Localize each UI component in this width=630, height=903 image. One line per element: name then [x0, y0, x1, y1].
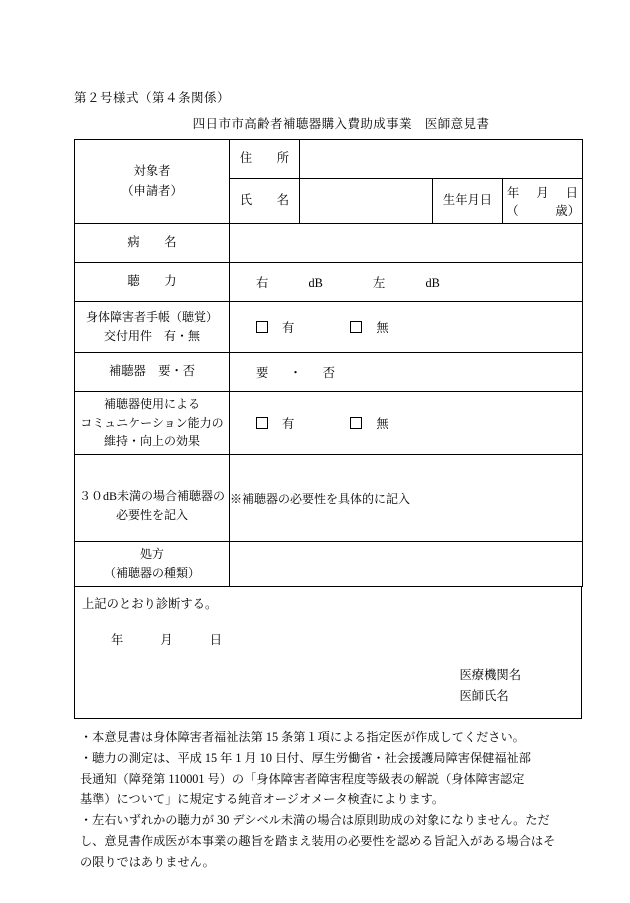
handbook-no-checkbox[interactable] — [350, 321, 362, 333]
address-label: 住 所 — [230, 140, 300, 179]
footnote-line: ・聴力の測定は、平成 15 年 1 月 10 日付、厚生労働省・社会援護局障害保健福祉部 — [80, 750, 531, 765]
name-value[interactable] — [300, 179, 433, 224]
diagnosis-day-label: 日 — [209, 633, 223, 647]
under30-value-cell[interactable] — [230, 455, 583, 542]
handbook-no-label: 無 — [376, 321, 389, 335]
need-value-cell — [230, 353, 583, 392]
birthdate-value[interactable] — [503, 179, 583, 224]
footnote-line: し、意見書作成医が本事業の趣旨を踏まえ装用の必要性を認める旨記入がある場合はそ — [80, 833, 556, 848]
hearing-left-label: 左 — [372, 276, 386, 290]
table-row-disease — [75, 224, 583, 263]
effect-yes-label: 有 — [282, 417, 295, 431]
handbook-options — [230, 318, 582, 336]
table-row-effect — [75, 392, 583, 455]
handbook-value-cell — [230, 302, 583, 353]
footnotes — [80, 728, 600, 872]
effect-label-cell — [75, 392, 230, 455]
handbook-label-line1: 身体障害者手帳（聴覚） — [85, 310, 218, 325]
footnote-line: ・本意見書は身体障害者福祉法第 15 条第１項による指定医が作成してください。 — [80, 730, 525, 744]
effect-value-cell — [230, 392, 583, 455]
birth-age-label: （ 歳） — [506, 204, 581, 218]
need-options — [230, 363, 582, 381]
under30-label-line2: 必要性を記入 — [115, 508, 188, 522]
effect-options — [230, 414, 582, 432]
institution-label: 医療機関名 — [459, 667, 521, 682]
handbook-label-cell — [75, 302, 230, 353]
table-row-prescription — [75, 542, 583, 587]
birth-year-label: 年 — [507, 186, 520, 200]
diagnosis-block — [74, 587, 582, 719]
diagnosis-date[interactable] — [75, 612, 581, 648]
table-row-under30 — [75, 455, 583, 542]
under30-label-cell — [75, 455, 230, 542]
diagnosis-statement: 上記のとおり診断する。 — [82, 597, 218, 611]
table-row-applicant-address — [75, 140, 583, 179]
need-yes-option[interactable]: 要 — [256, 366, 269, 380]
hearing-left-unit: dB — [425, 276, 440, 290]
footnote-line: 基準）について」に規定する純音オージオメータ検査によります。 — [80, 792, 445, 807]
applicant-label-line1: 対象者 — [133, 164, 171, 179]
disease-label: 病 名 — [75, 224, 230, 263]
address-value[interactable] — [300, 140, 583, 179]
footnote-line: 長通知（障発第 110001 号）の「身体障害者障害程度等級表の解説（身体障害認定 — [80, 771, 525, 786]
footnote-line: ・左右いずれかの聴力が 30 デシベル未満の場合は原則助成の対象になりません。ただ — [80, 813, 550, 828]
prescription-label-line2: （補聴器の種類） — [103, 566, 200, 580]
hearing-label: 聴 力 — [75, 263, 230, 302]
table-row-need — [75, 353, 583, 392]
table-row-hearing — [75, 263, 583, 302]
diagnosis-year-label: 年 — [111, 633, 124, 647]
need-label: 補聴器 要・否 — [75, 353, 230, 392]
under30-note: ※補聴器の必要性を具体的に記入 — [230, 491, 411, 506]
document-title: 四日市市高齢者補聴器購入費助成事業 医師意見書 — [192, 117, 490, 131]
need-separator: ・ — [289, 366, 302, 380]
hearing-right-unit: dB — [308, 276, 323, 290]
footnote-line: の限りではありません。 — [80, 854, 215, 869]
disease-value[interactable] — [230, 224, 583, 263]
handbook-yes-checkbox[interactable] — [256, 321, 268, 333]
effect-label-line2: コミュニケーション能力の — [80, 415, 224, 430]
need-no-option[interactable]: 否 — [322, 366, 336, 380]
prescription-label-cell — [75, 542, 230, 587]
birth-month-label: 月 — [536, 186, 549, 200]
effect-yes-checkbox[interactable] — [256, 417, 268, 429]
effect-no-checkbox[interactable] — [350, 417, 362, 429]
handbook-yes-label: 有 — [282, 321, 295, 335]
applicant-label-cell — [75, 140, 230, 224]
prescription-label-line1: 処方 — [139, 547, 164, 562]
table-row-handbook — [75, 302, 583, 353]
name-label: 氏 名 — [230, 179, 300, 224]
prescription-value[interactable] — [230, 542, 583, 587]
doctor-label: 医師氏名 — [459, 689, 509, 704]
diagnosis-month-label: 月 — [160, 633, 173, 647]
form-number: 第２号様式（第４条関係） — [74, 91, 231, 105]
birth-day-label: 日 — [565, 186, 578, 200]
hearing-right-label: 右 — [256, 276, 269, 290]
applicant-label-line2: （申請者） — [121, 183, 183, 198]
hearing-values — [230, 273, 582, 291]
hearing-value-cell[interactable] — [230, 263, 583, 302]
effect-label-line3: 維持・向上の効果 — [103, 434, 200, 449]
signature-block — [460, 665, 522, 708]
birthdate-label: 生年月日 — [433, 179, 503, 224]
effect-no-label: 無 — [376, 417, 389, 431]
handbook-label-line2: 交付用件 有・無 — [103, 329, 200, 343]
medical-opinion-table — [74, 139, 583, 587]
effect-label-line1: 補聴器使用による — [103, 397, 200, 412]
under30-label-line1: ３０dB未満の場合補聴器の — [78, 489, 225, 504]
